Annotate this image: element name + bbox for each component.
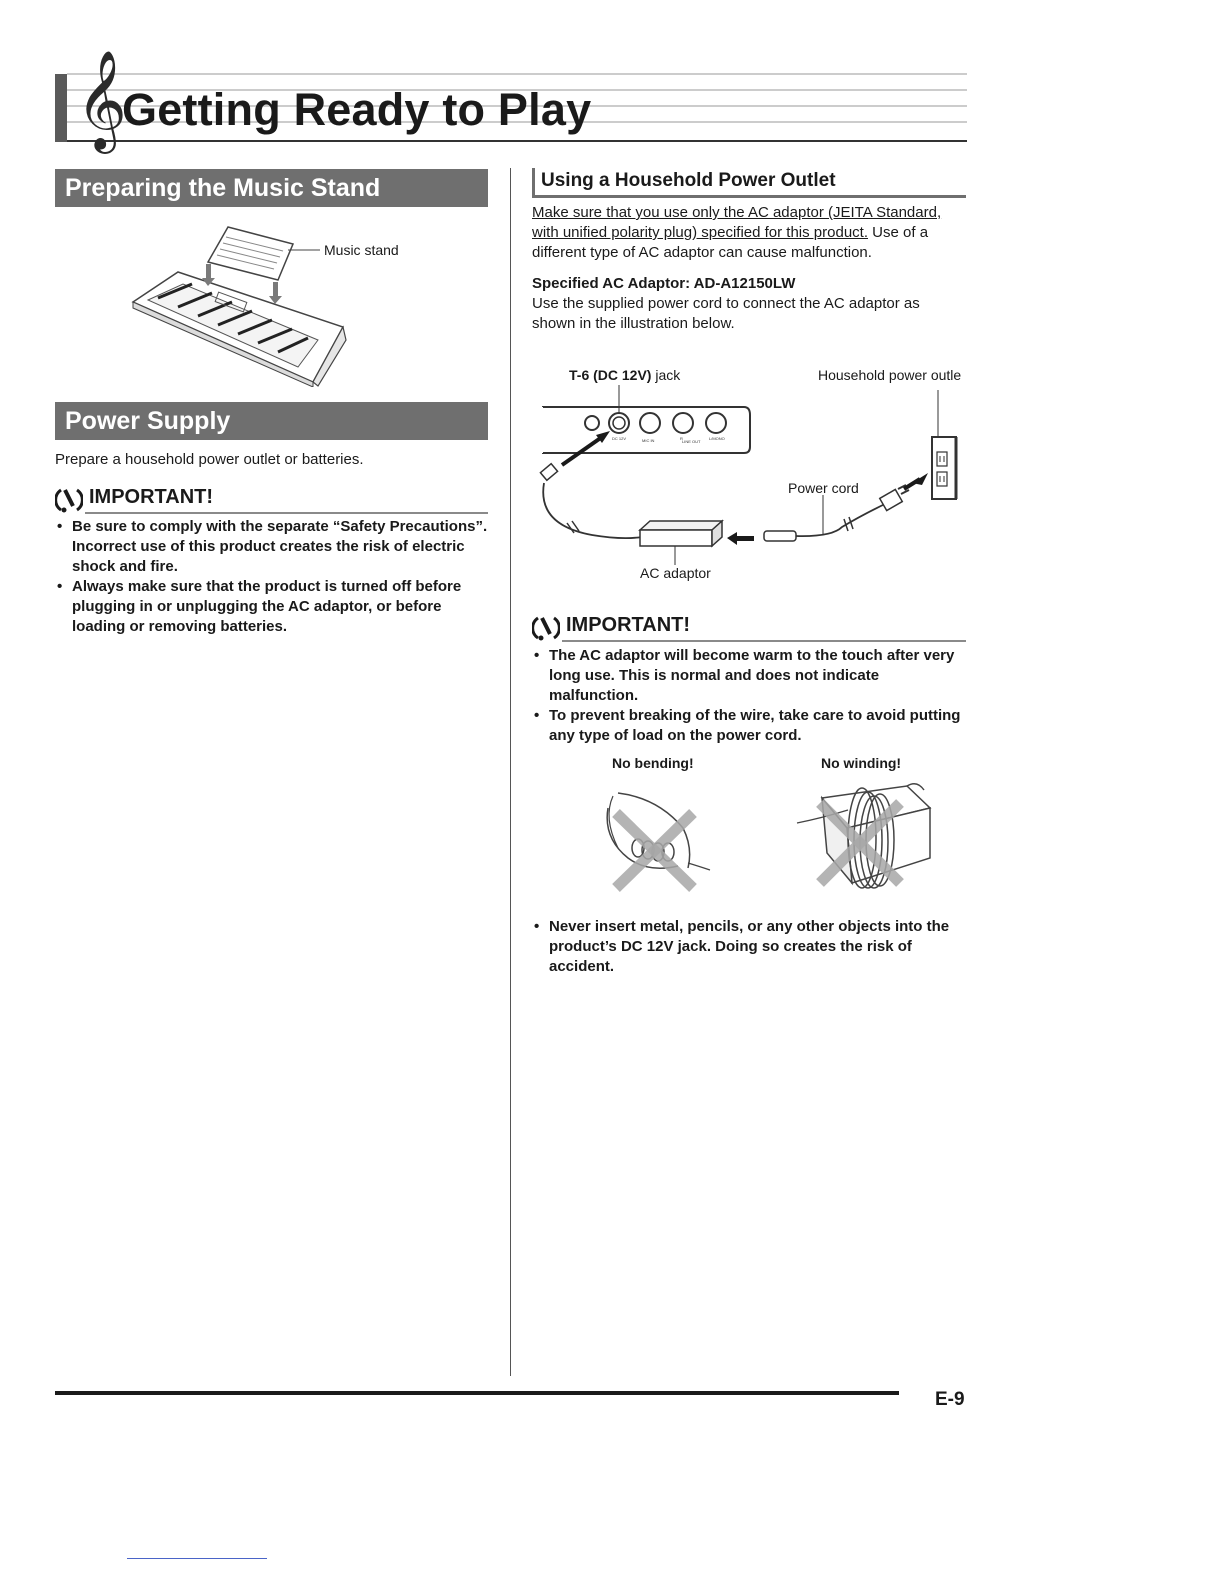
important-heading-left <box>55 484 488 514</box>
no-bending-illustration <box>598 788 718 898</box>
power-cord-label: Power cord <box>788 480 859 496</box>
footer-rule <box>55 1391 899 1395</box>
intro-underlined-text: Make sure that you use only the AC adaptor (JEITA Standard, with unified polarity plug) specified for this product. <box>532 204 942 241</box>
no-winding-illustration <box>792 778 932 900</box>
footnote-rule <box>127 1558 267 1559</box>
section-title-music-stand: Preparing the Music Stand <box>55 169 488 207</box>
outlet-label: Household power outle <box>818 367 962 383</box>
list-item: • Never insert metal, pencils, or any other objects into the product’s DC 12V jack. Doing so creates the risk of accident. <box>532 917 966 977</box>
ac-adaptor-label: AC adaptor <box>640 565 711 581</box>
important-label: IMPORTANT! <box>89 486 214 508</box>
specified-adaptor-text: Use the supplied power cord to connect the AC adaptor as shown in the illustration below. <box>532 295 920 332</box>
subsection-heading <box>532 168 966 198</box>
treble-clef-icon: 𝄞 <box>76 50 127 150</box>
column-divider <box>510 168 511 1376</box>
list-item: • Always make sure that the product is turned off before plugging in or unplugging the AC adaptor, or before loading or removing batteries. <box>55 577 488 637</box>
subsection-title: Using a Household Power Outlet <box>541 170 836 191</box>
specified-adaptor-label: Specified AC Adaptor: AD-A12150LW <box>532 275 796 292</box>
important-label: IMPORTANT! <box>566 614 691 636</box>
panel-label-dc: DC 12V <box>612 436 627 441</box>
important-list-right <box>532 646 966 746</box>
panel-label-lineout: LINE OUT <box>682 439 701 444</box>
page-title: Getting Ready to Play <box>122 84 592 135</box>
caution-icon <box>55 486 83 514</box>
music-stand-label: Music stand <box>324 242 399 258</box>
jack-label: T-6 (DC 12V) jack <box>569 367 681 383</box>
important-list-right-2 <box>532 917 966 977</box>
caution-icon <box>532 614 560 642</box>
panel-label-mic: MIC IN <box>642 438 655 443</box>
list-item: • To prevent breaking of the wire, take care to avoid putting any type of load on the power cord. <box>532 706 966 746</box>
panel-label-r: R <box>680 436 683 441</box>
no-bending-label: No bending! <box>612 755 694 771</box>
power-connection-diagram <box>532 385 966 575</box>
section-title-power-supply: Power Supply <box>55 402 488 440</box>
panel-label-l: L/MONO <box>709 436 725 441</box>
important-heading-right <box>532 612 966 642</box>
power-supply-intro: Prepare a household power outlet or batteries. <box>55 451 364 468</box>
power-outlet-intro <box>532 203 966 263</box>
important-list-left <box>55 517 488 637</box>
no-winding-label: No winding! <box>821 755 902 771</box>
list-item: • The AC adaptor will become warm to the touch after very long use. This is normal and does not indicate malfunction. <box>532 646 966 706</box>
page-number: E-9 <box>935 1389 965 1410</box>
list-item: • Be sure to comply with the separate “Safety Precautions”. Incorrect use of this product creates the risk of electric shock and fire. <box>55 517 488 577</box>
intro-rest-text: Use of a different type of AC adaptor can cause malfunction. <box>532 224 929 261</box>
